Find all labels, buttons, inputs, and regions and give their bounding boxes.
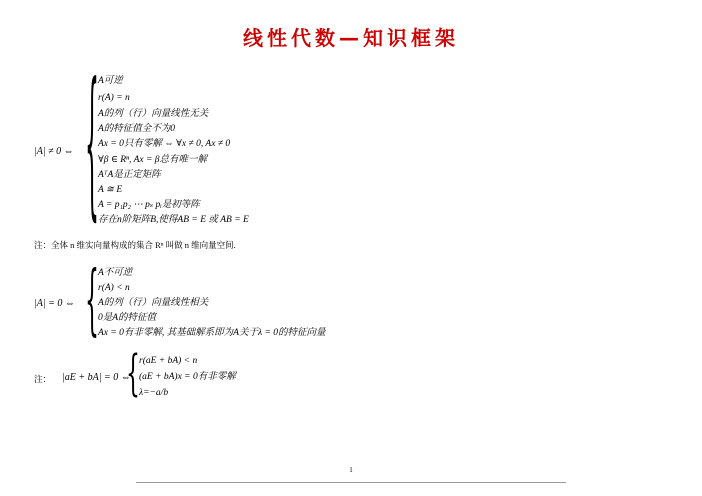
section1-item: A的列（行）向量线性无关 <box>98 109 209 119</box>
section1-item: A ≅ E <box>98 185 123 195</box>
section2-item: Ax = 0有非零解, 其基础解系即为A关于λ = 0的特征向量 <box>98 328 326 338</box>
section3-item: r(aE + bA) < n <box>139 356 198 366</box>
page-number: 1 <box>349 466 353 474</box>
section1-item: AᵀA是正定矩阵 <box>98 170 161 180</box>
section2-item: r(A) < n <box>98 283 130 293</box>
section3-item: λ=−a/b <box>139 388 169 398</box>
section2-item: A的列（行）向量线性相关 <box>98 298 209 308</box>
footer-rule <box>136 482 566 483</box>
section1-item: A的特征值全不为0 <box>98 124 176 134</box>
section1-item: Ax = 0只有零解 ⇔ ∀x ≠ 0, Ax ≠ 0 <box>98 139 231 149</box>
section3-item: (aE + bA)x = 0有非零解 <box>139 372 236 382</box>
section1-item: r(A) = n <box>98 93 130 103</box>
section1-item: A可逆 <box>98 76 123 86</box>
section1-brace: { <box>85 58 99 241</box>
section3-brace: { <box>126 347 140 403</box>
section2-lhs: |A| = 0 ⇔ <box>34 298 75 309</box>
section3-lhs: |aE + bA| = 0 ⇔ <box>62 372 131 383</box>
section2-brace: { <box>85 259 99 347</box>
section1-note: 注：全体 n 维实向量构成的集合 Rⁿ 叫做 n 维向量空间. <box>34 240 236 250</box>
section1-lhs: |A| ≠ 0 ⇔ <box>34 146 74 157</box>
section1-item: 存在n阶矩阵B,使得AB = E 或 AB = E <box>98 215 249 225</box>
section3-prefix: 注： <box>34 374 52 384</box>
page-title: 线性代数—知识框架 <box>243 26 459 50</box>
section1-item: A = p₁p₂ ⋯ pₛ pᵢ是初等阵 <box>98 200 200 210</box>
section2-item: 0是A的特征值 <box>98 313 157 323</box>
section1-item: ∀β ∈ Rⁿ, Ax = β总有唯一解 <box>98 155 208 165</box>
section2-item: A不可逆 <box>98 268 133 278</box>
